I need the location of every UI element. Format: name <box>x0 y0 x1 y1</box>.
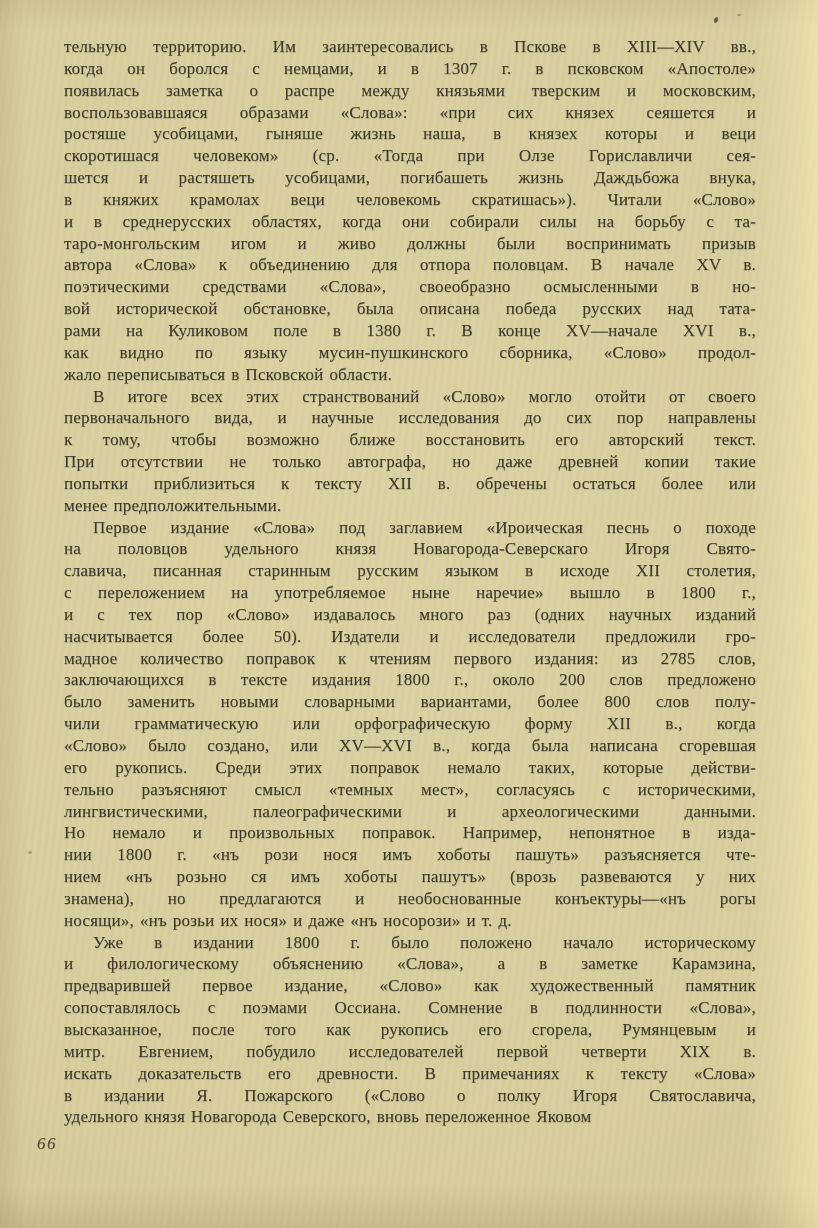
text-line: предварившей первое издание, «Слово» как художественный памятник <box>64 976 756 996</box>
text-line: носящи», «нъ розьи их нося» и даже «нъ носорози» и т. д. <box>64 910 512 930</box>
page-number: 66 <box>37 1134 57 1153</box>
text-line: сопоставлялось с поэмами Оссиана. Сомнение в подлинности «Слова», <box>64 998 756 1018</box>
text-line: жало переписываться в Псковской области. <box>64 364 393 384</box>
text-line: таро-монгольским игом и живо должны были воспринимать призыв <box>64 233 756 253</box>
text-line: знамена), но предлагаются и необоснованные конъектуры—«нъ рогы <box>64 888 756 908</box>
text-line: появилась заметка о распре между князьями тверским и московским, <box>64 80 756 100</box>
text-line: скоротишася человеком» (ср. «Тогда при Олзе Гориславличи сея- <box>64 146 756 166</box>
text-line: его рукопись. Среди этих поправок немало таких, которые действи- <box>64 757 756 777</box>
text-line: шется и растяшеть усобицами, погибашеть жизнь Даждьбожа внука, <box>64 168 756 188</box>
text-block <box>64 36 756 1128</box>
text-line: В итоге всех этих странствований «Слово» могло отойти от своего <box>93 386 756 406</box>
text-line: в княжих крамолах веци человекомь скратишась»). Читали «Слово» <box>64 189 756 209</box>
text-line: насчитывается более 50). Издатели и исследователи предложили гро- <box>64 626 756 646</box>
ink-speck <box>737 14 741 16</box>
text-line: первоначального вида, и научные исследования до сих пор направлены <box>64 408 756 428</box>
text-line: и с тех пор «Слово» издавалось много раз (одних научных изданий <box>64 604 756 624</box>
text-line: в издании Я. Пожарского («Слово о полку Игоря Святославича, <box>64 1085 756 1105</box>
text-line: чили грамматическую или орфографическую форму XII в., когда <box>64 714 756 734</box>
text-line: Но немало и произвольных поправок. Например, непонятное в изда- <box>64 823 756 843</box>
text-line: нием «нъ розьно ся имъ хоботы пашутъ» (врозь развеваются у них <box>64 867 756 887</box>
text-line: было заменить новыми словарными вариантами, более 800 слов полу- <box>64 692 756 712</box>
text-line: к тому, чтобы возможно ближе восстановить его авторский текст. <box>64 430 756 450</box>
text-line: как видно по языку мусин-пушкинского сборника, «Слово» продол- <box>64 342 756 362</box>
text-line: нии 1800 г. «нъ рози нося имъ хоботы пашуть» разъясняется чте- <box>64 845 756 865</box>
text-line: поэтическими средствами «Слова», своеобразно осмысленными в но- <box>64 277 756 297</box>
text-line: попытки приблизиться к тексту XII в. обречены остаться более или <box>64 473 756 493</box>
text-line: тельную территорию. Им заинтересовались в Пскове в XIII—XIV вв., <box>64 37 756 56</box>
text-line: «Слово» было создано, или XV—XVI в., когда была написана сгоревшая <box>64 736 756 755</box>
text-line: славича, писанная старинным русским языком в исходе XII столетия, <box>64 561 756 581</box>
text-line: Уже в издании 1800 г. было положено начало историческому <box>93 932 756 952</box>
text-line: ростяше усобицами, гыняше жизнь наша, в князех которы и веци <box>64 124 756 144</box>
ink-speck <box>713 16 719 23</box>
text-line: рами на Куликовом поле в 1380 г. В конце XV—начале XVI в., <box>64 320 756 340</box>
text-line: мадное количество поправок к чтениям первого издания: из 2785 слов, <box>64 648 756 668</box>
text-line: искать доказательств его древности. В примечаниях к тексту «Слова» <box>64 1063 756 1083</box>
text-line: менее предположительными. <box>64 495 282 515</box>
text-line: При отсутствии не только автографа, но даже древней копии такие <box>64 452 756 472</box>
text-line: удельного князя Новагорода Северского, вновь переложенное Яковом <box>64 1107 592 1127</box>
text-line: заключающихся в тексте издания 1800 г., около 200 слов предложено <box>64 670 756 690</box>
text-line: воспользовавшаяся образами «Слова»: «при сих князех сеяшется и <box>64 102 756 122</box>
text-line: вой исторической обстановке, была описана победа русских над тата- <box>64 299 756 319</box>
text-line: тельно разъясняют смысл «темных мест», согласуясь с историческими, <box>64 779 756 799</box>
text-line: лингвистическими, палеографическими и археологическими данными. <box>64 801 756 821</box>
text-line: митр. Евгением, побудило исследователей первой четверти XIX в. <box>64 1041 756 1061</box>
text-line: автора «Слова» к объединению для отпора половцам. В начале XV в. <box>64 255 756 275</box>
text-line: с переложением на употребляемое ныне наречие» вышло в 1800 г., <box>64 583 756 603</box>
text-line: на половцов удельного князя Новагорода-Северскаго Игоря Свято- <box>64 539 756 559</box>
text-line: Первое издание «Слова» под заглавием «Ироическая песнь о походе <box>93 517 756 537</box>
text-line: высказанное, после того как рукопись его сгорела, Румянцевым и <box>64 1019 756 1039</box>
ink-speck <box>28 851 32 854</box>
text-line: когда он боролся с немцами, и в 1307 г. в псковском «Апостоле» <box>64 58 756 78</box>
text-line: и в среднерусских областях, когда они собирали силы на борьбу с та- <box>64 211 756 231</box>
text-line: и филологическому объяснению «Слова», а в заметке Карамзина, <box>64 954 756 974</box>
